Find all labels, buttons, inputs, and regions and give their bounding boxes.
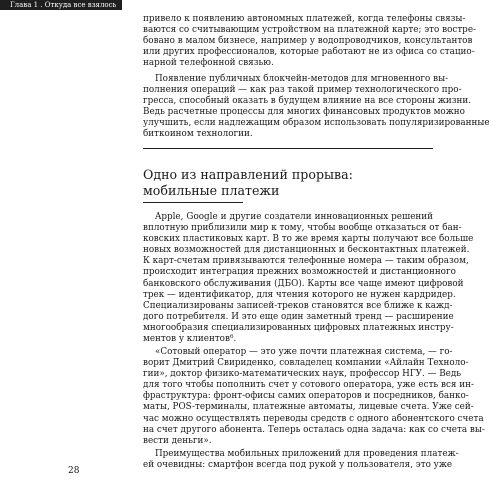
section-divider [143,148,433,149]
heading-line: мобильные платежи [143,182,280,198]
text-line: ковских пластиковых карт. В то же время карты получают все больше [143,234,474,245]
text-line: Apple, Google и другие создатели инновационных решений [155,212,433,222]
heading-underline [143,202,243,203]
text-line: банковского обслуживания (ДБО). Карты все чаще имеют цифровой [143,278,464,289]
text-line: трек — идентификатор, для чтения которого не нужен кардридер. [143,289,456,300]
footnote-marker: 6 [229,334,234,341]
text-line: для того чтобы пополнить счет у сотового оператора, уже есть вся ин- [143,380,474,391]
running-head: Глава 1 . Откуда все взялось [0,0,122,10]
text-line: улучшить, если надлежащим образом использовать популяризированные [143,118,490,129]
paragraph-4 [143,347,485,447]
text-line: «Сотовый оператор — это уже почти платежная система, — го- [155,347,453,357]
text-line: привело к появлению автономных платежей, когда телефоны связы- [143,14,466,24]
text-line: бовано в малом бизнесе, например у водопроводчиков, консультантов [143,36,473,47]
text-line: Появление публичных блокчейн-методов для мгновенного вы- [155,74,449,84]
paragraph-2 [143,74,490,141]
text-line: К карт-счетам привязываются телефонные номера — таким образом, [143,256,469,267]
text-line: происходит интеграция прежних возможностей и дистанционного [143,267,456,278]
text-line: новых возможностей для дистанционных и бесконтактных платежей. [143,245,470,256]
text-line: нарной телефонной связью. [143,58,274,69]
text-line: вплотную приблизили мир к тому, чтобы вообще отказаться от бан- [143,223,462,234]
paragraph-5 [143,449,459,471]
text-line: на счет другого абонента. Теперь осталась одна задача: как со счета вы- [143,424,485,435]
paragraph-1 [143,14,476,69]
page-number: 28 [68,466,80,476]
text-line: Ведь расчетные процессы для многих финансовых продуктов можно [143,107,465,118]
text-line: час можно осуществлять переводы средств с одного абонентского счета [143,413,484,424]
text-line: ментов у клиентов$^6$. [143,334,237,345]
text-line: полнения операций — как раз такой пример технологического про- [143,85,462,96]
section-heading [143,167,433,198]
text-line: Специализированы записей-треков становятся все ближе к кажд- [143,300,453,311]
text-line: фраструктура: фронт-офисы самих операторов и посредников, банко- [143,391,469,402]
text-line: вести деньги». [143,435,212,446]
text-fragment: ментов у клиентов [143,334,230,345]
text-line: дого потребителя. И это еще один заметный тренд — расширение [143,311,454,322]
text-line: ворит Дмитрий Свириденко, совладелец компании «Айлайн Техноло- [143,358,469,369]
text-line: или других профессионалов, которые работают не из офиса со стацио- [143,47,475,58]
text-line: ей очевидны: смартфон всегда под рукой у пользователя, это уже [143,460,453,471]
paragraph-3 [143,212,474,345]
text-line: многообразия специализированных цифровых платежных инстру- [143,322,454,333]
text-line: ваются со считывающим устройством на платежной карте; это востре- [143,25,476,36]
text-line: маты, POS-терминалы, платежные автоматы, лицевые счета. Уже сей- [143,402,474,413]
text-line: гресса, способный оказать в будущем влияние на все стороны жизни. [143,96,472,107]
text-line: биткоином технологии. [143,129,253,140]
text-line: гии», доктор физико-математических наук, профессор НГУ. — Ведь [143,369,462,380]
heading-line: Одно из направлений прорыва: [143,167,353,182]
text-line: Преимущества мобильных приложений для проведения платеж- [155,449,459,459]
